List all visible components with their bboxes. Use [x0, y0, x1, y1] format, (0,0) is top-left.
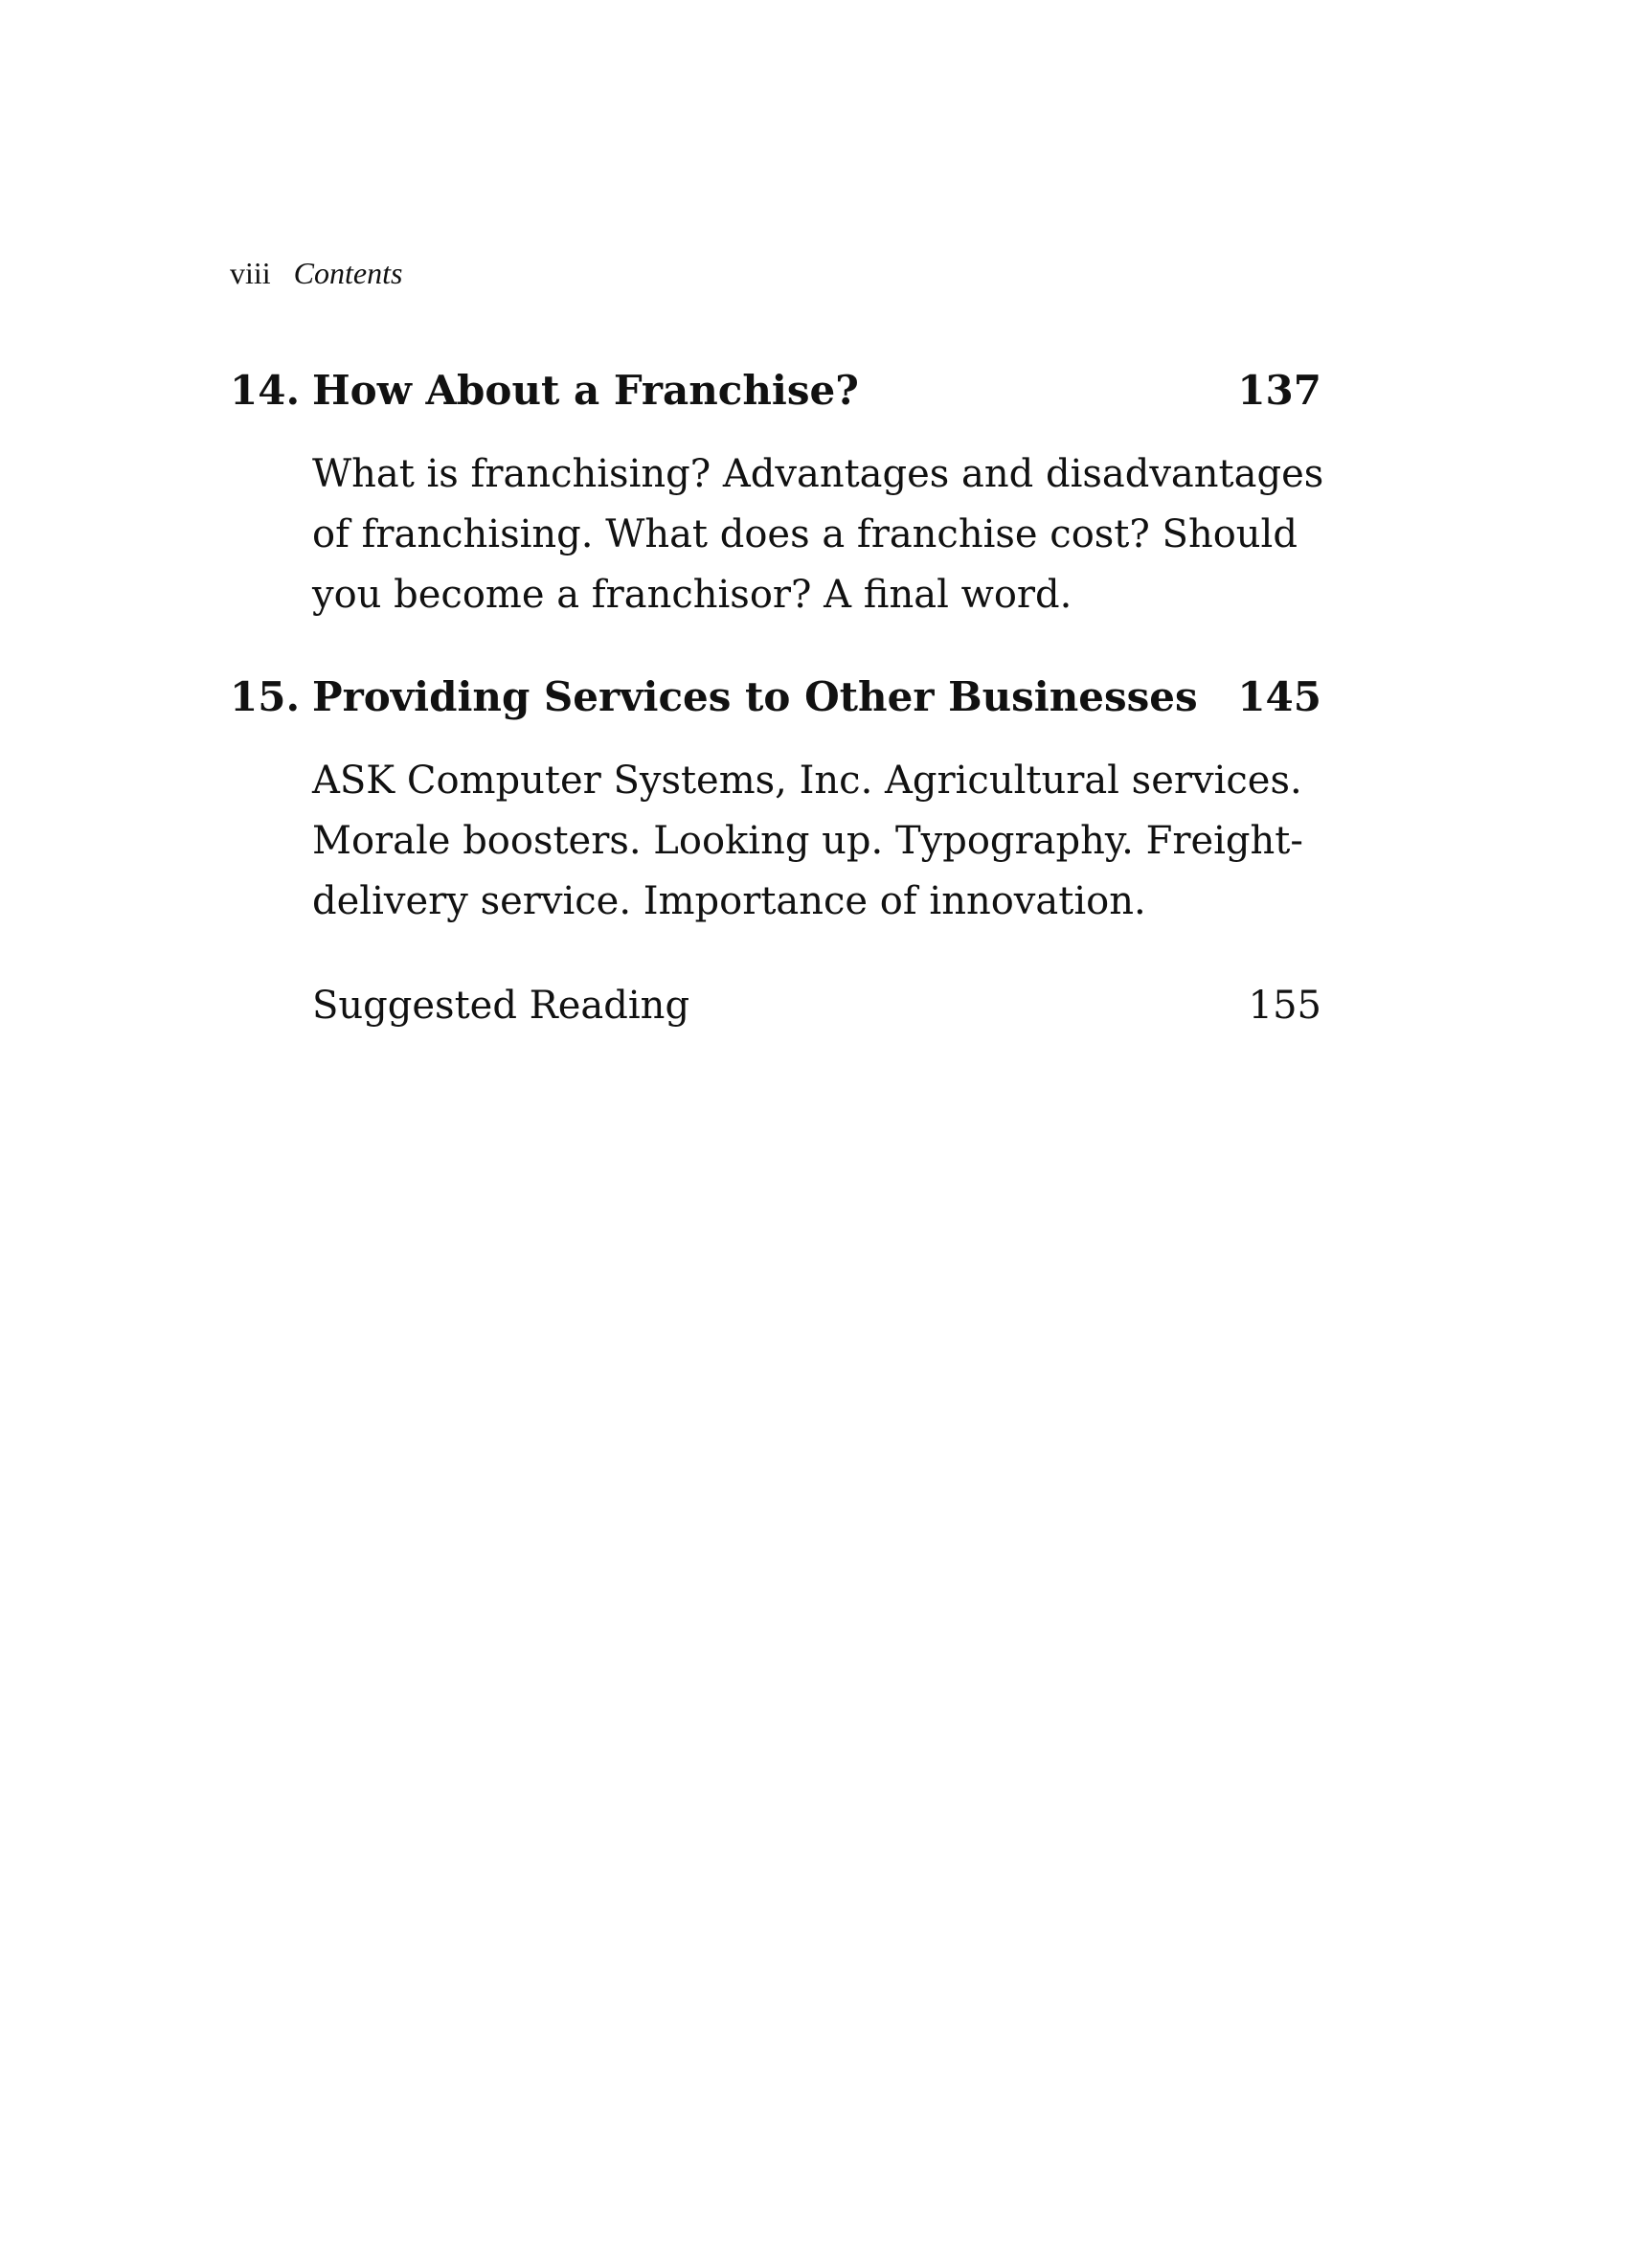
chapter-15-summary	[312, 751, 1303, 932]
page-folio: viii	[230, 256, 271, 290]
chapter-title: How About a Franchise?	[312, 367, 859, 414]
section-title: Contents	[293, 256, 403, 290]
running-head	[230, 254, 402, 292]
entry-page-number: 155	[1248, 984, 1321, 1028]
summary-line: of franchising. What does a franchise cost? Should	[312, 512, 1298, 556]
toc-entry-suggested-reading	[312, 977, 1321, 1034]
chapter-number: 14.	[230, 367, 301, 414]
toc-entry-chapter-15	[230, 669, 1321, 726]
chapter-page-number: 145	[1237, 673, 1321, 720]
chapter-14-summary	[312, 444, 1324, 625]
summary-line: delivery service. Importance of innovation.	[312, 879, 1146, 923]
entry-title: Suggested Reading	[312, 984, 690, 1028]
summary-line: you become a franchisor? A final word.	[312, 573, 1072, 617]
toc-entry-chapter-14	[230, 362, 1321, 420]
chapter-number: 15.	[230, 673, 301, 720]
summary-line: What is franchising? Advantages and disadvantages	[312, 452, 1324, 496]
summary-line: Morale boosters. Looking up. Typography. Freight-	[312, 819, 1303, 863]
summary-line: ASK Computer Systems, Inc. Agricultural services.	[312, 759, 1302, 803]
chapter-page-number: 137	[1237, 367, 1321, 414]
chapter-title: Providing Services to Other Businesses	[312, 673, 1198, 720]
